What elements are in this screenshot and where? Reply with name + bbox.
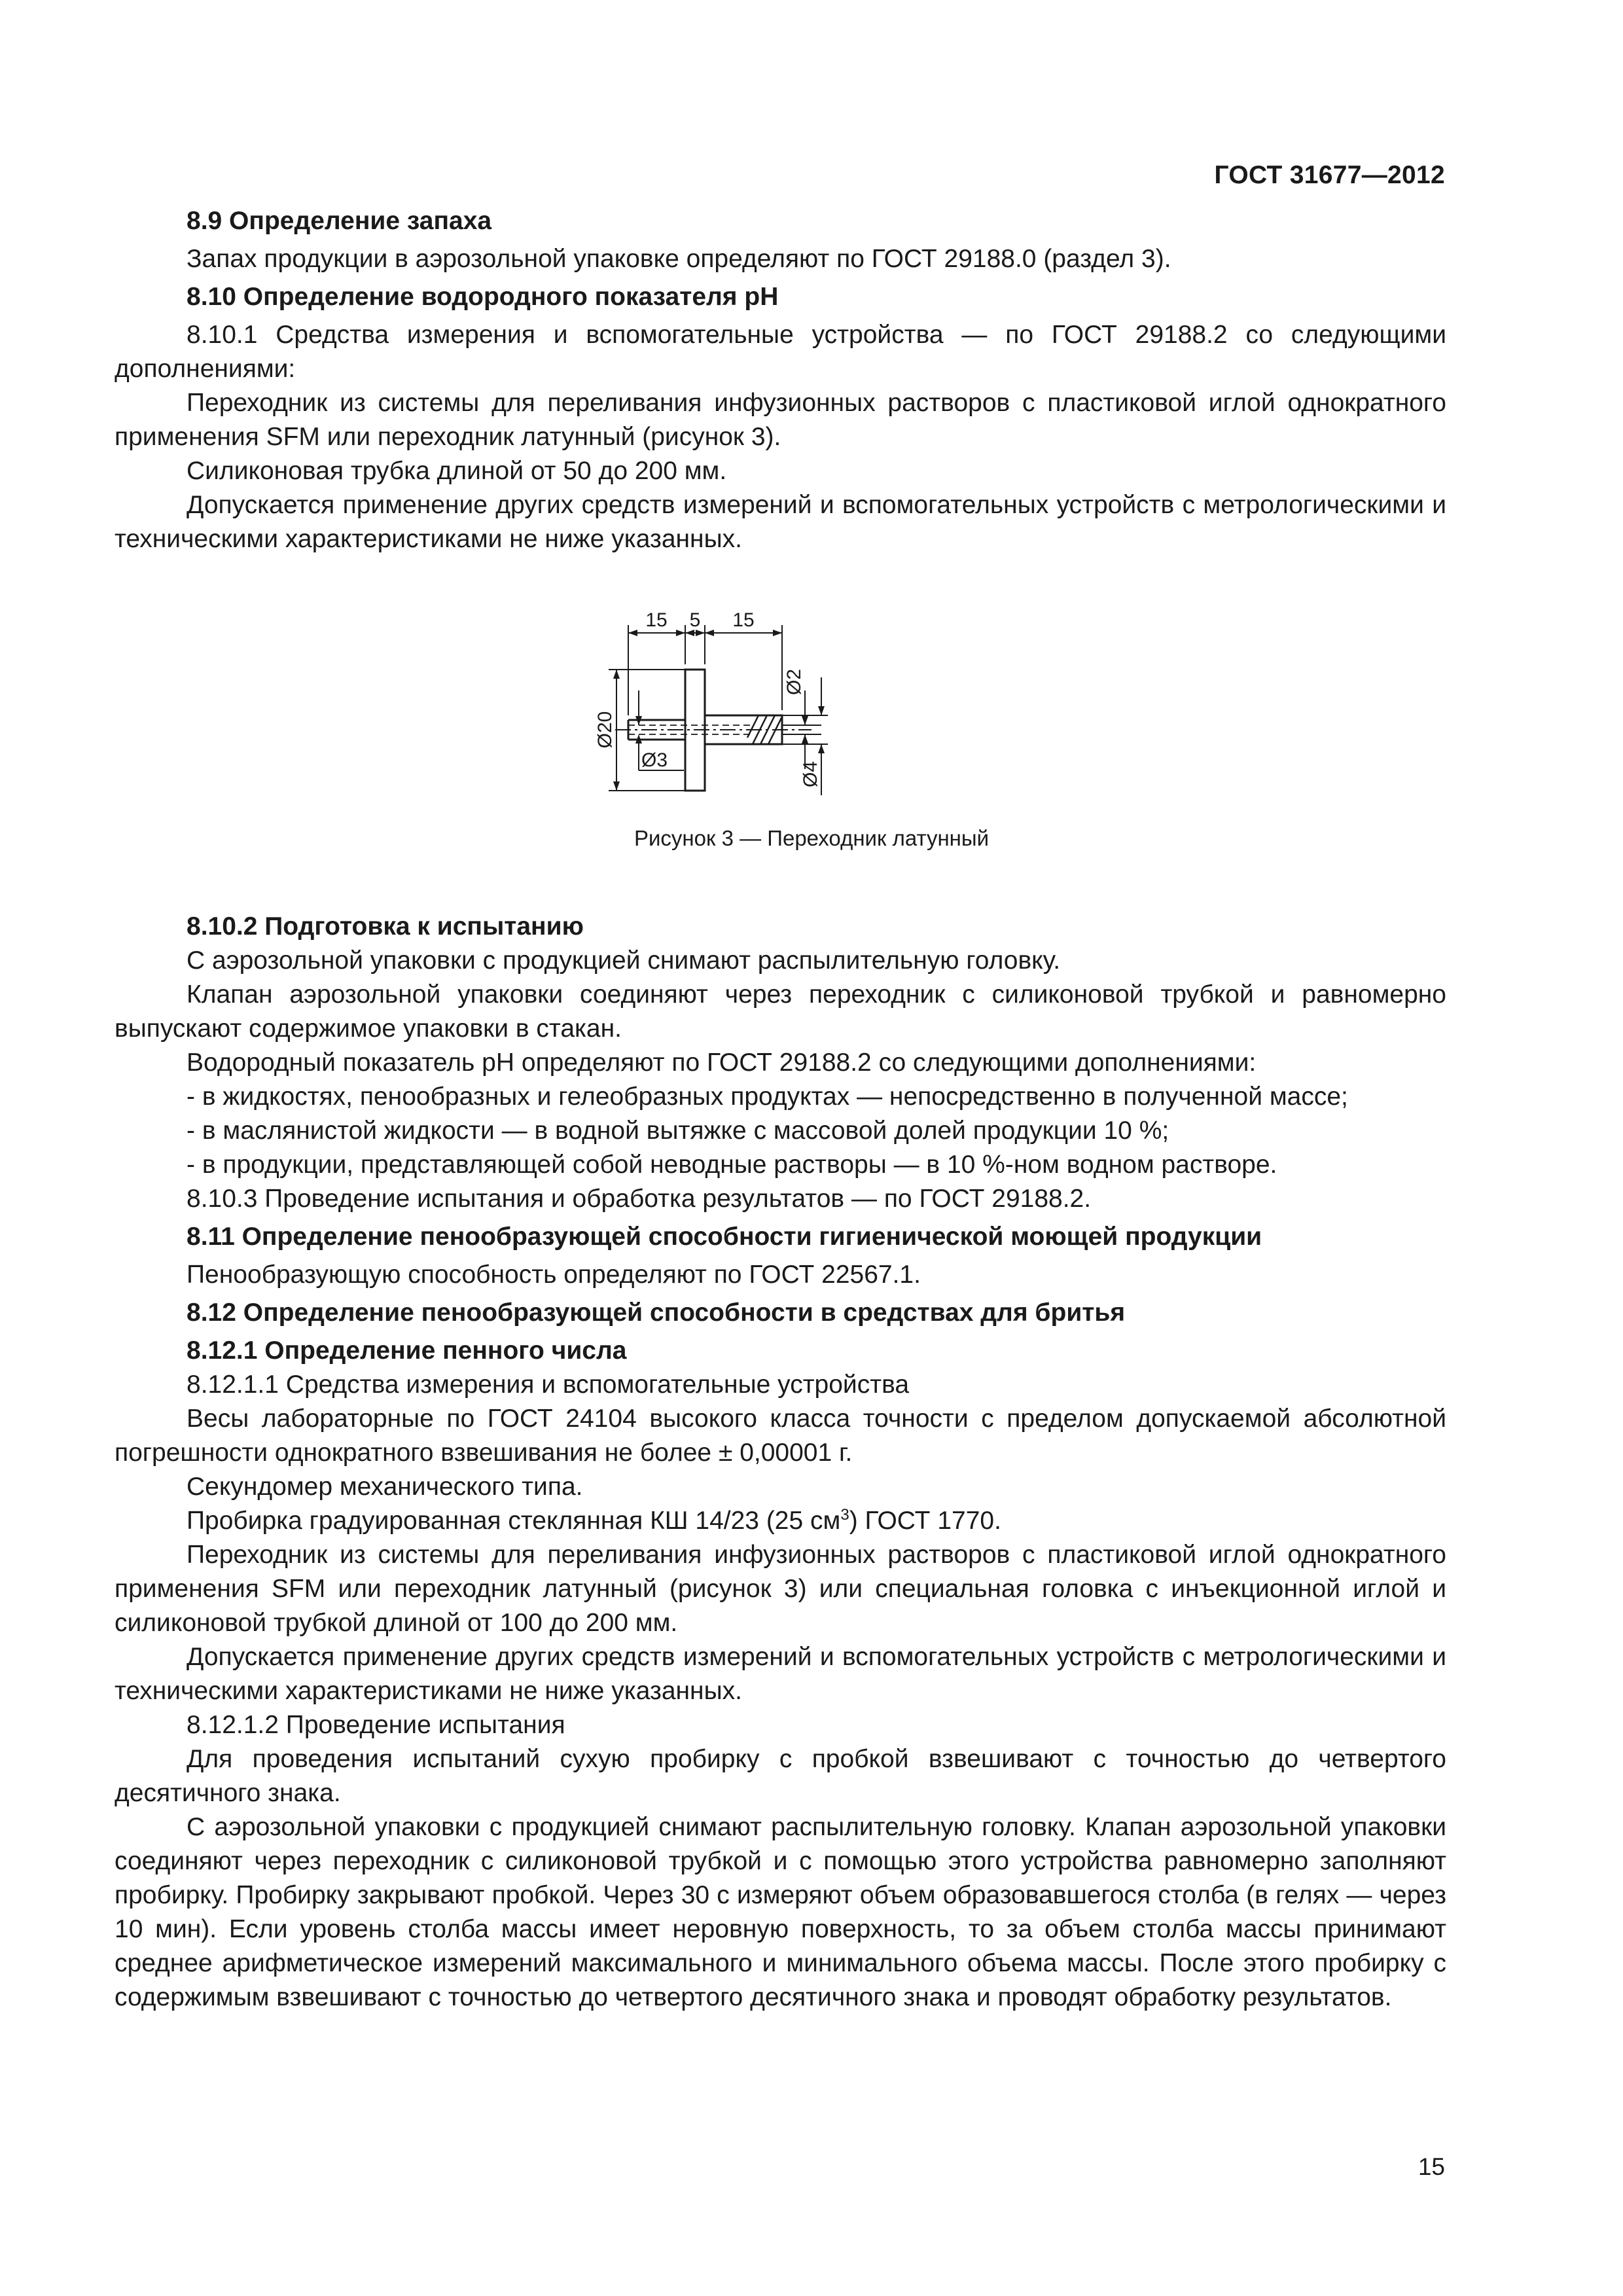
section-8-12-1-1-tube	[115, 1504, 1446, 1538]
section-8-10-2-title: 8.10.2 Подготовка к испытанию	[187, 912, 584, 941]
section-8-10-1-adapter: Переходник из системы для переливания инфузионных растворов с пластиковой иглой однократного применения SFM или переходник латунный (рисунок 3).	[115, 389, 1446, 451]
section-8-9-paragraph: Запах продукции в аэрозольной упаковке определяют по ГОСТ 29188.0 (раздел 3).	[187, 245, 1171, 273]
section-8-10-2-p2: Клапан аэрозольной упаковки соединяют через переходник с силиконовой трубкой и равномерно выпускают содержимое упаковки в стакан.	[115, 980, 1446, 1043]
dim-diameter-4: Ø4	[800, 761, 821, 788]
section-8-12-1-2-heading: 8.12.1.2 Проведение испытания	[187, 1711, 565, 1739]
section-8-12-1-1-heading: 8.12.1.1 Средства измерения и вспомогательные устройства	[187, 1371, 910, 1399]
section-8-10-2-list-3: - в продукции, представляющей собой неводные растворы — в 10 %-ном водном растворе.	[187, 1151, 1277, 1179]
section-8-10-2-p1: С аэрозольной упаковки с продукцией снимают распылительную головку.	[187, 946, 1061, 975]
section-8-12-1-1-allowance: Допускается применение других средств измерений и вспомогательных устройств с метрологическими и техническими характеристиками не ниже указанных.	[115, 1643, 1446, 1705]
section-8-10-1-allowance: Допускается применение других средств измерений и вспомогательных устройств с метрологическими и техническими характеристиками не ниже указанных.	[115, 491, 1446, 553]
section-8-12-1-1-scales: Весы лабораторные по ГОСТ 24104 высокого класса точности с пределом допускаемой абсолютной погрешности однократного взвешивания не более ± 0,00001 г.	[115, 1405, 1446, 1467]
section-8-10-2-list-1: - в жидкостях, пенообразных и гелеобразных продуктах — непосредственно в полученной массе;	[187, 1083, 1348, 1111]
section-8-12-1-1-adapter: Переходник из системы для переливания инфузионных растворов с пластиковой иглой однократного применения SFM или переходник латунный (рисунок 3) или специальная головка с инъекционной иглой и силиконовой трубкой длиной от 100 до 200 мм.	[115, 1541, 1446, 1637]
section-8-12-title: 8.12 Определение пенообразующей способности в средствах для бритья	[187, 1299, 1126, 1327]
tube-text-post: ) ГОСТ 1770.	[849, 1507, 1001, 1535]
dim-5: 5	[689, 609, 701, 631]
section-8-10-1-paragraph: 8.10.1 Средства измерения и вспомогательные устройства — по ГОСТ 29188.2 со следующими дополнениями:	[115, 321, 1446, 383]
section-8-10-1-tube: Силиконовая трубка длиной от 50 до 200 мм.	[187, 457, 727, 485]
tube-text-pre: Пробирка градуированная стеклянная КШ 14/23 (25 см	[187, 1507, 841, 1535]
section-8-9-title: 8.9 Определение запаха	[187, 207, 492, 235]
dim-15-right: 15	[732, 609, 755, 631]
section-8-12-1-2-p1: Для проведения испытаний сухую пробирку с пробкой взвешивают с точностью до четвертого десятичного знака.	[115, 1745, 1446, 1807]
section-8-12-1-title: 8.12.1 Определение пенного числа	[187, 1336, 627, 1365]
section-8-10-3-paragraph: 8.10.3 Проведение испытания и обработка результатов — по ГОСТ 29188.2.	[187, 1185, 1092, 1213]
dim-diameter-20: Ø20	[594, 711, 616, 749]
section-8-11-paragraph: Пенообразующую способность определяют по ГОСТ 22567.1.	[187, 1261, 921, 1289]
section-8-11-title: 8.11 Определение пенообразующей способности гигиенической моющей продукции	[187, 1223, 1262, 1251]
section-8-12-1-2-p2: С аэрозольной упаковки с продукцией снимают распылительную головку. Клапан аэрозольной упаковки соединяют через переходник с силиконовой трубкой и с помощью этого устройства равномерно заполняют пробирку. Пробирку закрывают пробкой. Через 30 с измеряют объем образовавшегося столба (в гелях — через 10 мин). Если уровень столба массы имеет неровную поверхность, то за объем столба массы принимают среднее арифметическое измерений максимального и минимального объема массы. После этого пробирку с содержимым взвешивают с точностью до четвертого десятичного знака и проводят обработку результатов.	[115, 1813, 1446, 2011]
section-8-10-2-list-2: - в маслянистой жидкости — в водной вытяжке с массовой долей продукции 10 %;	[187, 1117, 1169, 1145]
section-8-12-1-1-stopwatch: Секундомер механического типа.	[187, 1473, 583, 1501]
tube-text-superscript: 3	[840, 1506, 849, 1524]
figure-3-brass-adapter	[589, 599, 982, 821]
dim-diameter-2: Ø2	[783, 668, 805, 696]
figure-3-caption: Рисунок 3 — Переходник латунный	[633, 826, 990, 850]
section-8-10-title: 8.10 Определение водородного показателя рН	[187, 283, 779, 311]
dim-diameter-3: Ø3	[641, 749, 668, 771]
top-text-block	[115, 204, 1446, 556]
page-number: 15	[1418, 2153, 1445, 2180]
document-code: ГОСТ 31677—2012	[1214, 161, 1445, 189]
bottom-text-block	[115, 910, 1446, 2015]
section-8-10-2-p3: Водородный показатель рН определяют по ГОСТ 29188.2 со следующими дополнениями:	[187, 1049, 1257, 1077]
dim-15-left: 15	[645, 609, 668, 631]
